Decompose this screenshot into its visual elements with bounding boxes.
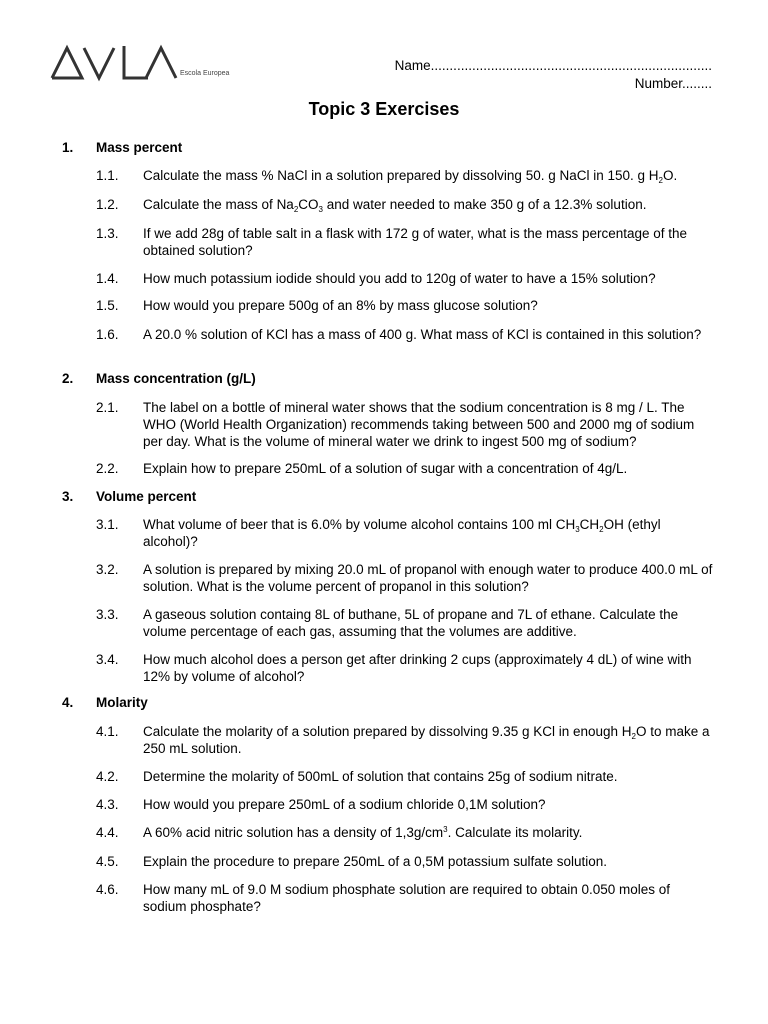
question-item bbox=[96, 399, 716, 450]
question-item bbox=[96, 796, 716, 813]
question-item bbox=[96, 723, 716, 757]
question-item bbox=[96, 196, 716, 213]
question-text: What volume of beer that is 6.0% by volume alcohol contains 100 ml $CH_3CH_2OH$ (ethyl alcohol)? bbox=[143, 517, 661, 549]
question-text: How many mL of 9.0 M sodium phosphate solution are required to obtain 0.050 moles of sodium phosphate? bbox=[143, 882, 671, 914]
question-text: A 60% acid nitric solution has a density of $1,3g/cm^3$. Calculate its molarity. bbox=[143, 825, 583, 840]
question-text: How would you prepare 250mL of a sodium chloride 0,1M solution? bbox=[143, 797, 546, 812]
question-item bbox=[96, 225, 716, 259]
question-text: Determine the molarity of 500mL of solution that contains 25g of sodium nitrate. bbox=[143, 769, 618, 784]
question-item bbox=[96, 516, 716, 550]
question-text: Explain how to prepare 250mL of a solution of sugar with a concentration of 4g/L. bbox=[143, 461, 628, 476]
question-number: 4.1. bbox=[96, 724, 119, 739]
question-item bbox=[96, 561, 716, 595]
question-number: 1.5. bbox=[96, 298, 119, 313]
question-number: 1.2. bbox=[96, 197, 119, 212]
name-field: Name........................................................................... bbox=[394, 58, 712, 73]
question-number: 3.1. bbox=[96, 517, 119, 532]
question-number: 3.4. bbox=[96, 652, 119, 667]
section-heading bbox=[62, 140, 182, 155]
question-item bbox=[96, 606, 716, 640]
question-item bbox=[96, 853, 716, 870]
question-number: 4.4. bbox=[96, 825, 119, 840]
question-number: 4.3. bbox=[96, 797, 119, 812]
question-number: 4.5. bbox=[96, 854, 119, 869]
section-title: Volume percent bbox=[96, 489, 197, 504]
page-title: Topic 3 Exercises bbox=[308, 99, 460, 119]
question-item bbox=[96, 270, 716, 287]
number-field: Number........ bbox=[634, 76, 712, 91]
question-number: 2.1. bbox=[96, 400, 119, 415]
section-number: 2. bbox=[62, 371, 74, 386]
question-text: Calculate the molarity of a solution prepared by dissolving 9.35 g KCl in enough $H_2O$ to make a 250 mL solution. bbox=[143, 724, 710, 756]
school-logo bbox=[50, 44, 250, 84]
question-item bbox=[96, 768, 716, 785]
question-text: The label on a bottle of mineral water shows that the sodium concentration is 8 mg / L. The WHO (World Health Organization) recommends taking between 500 and 2000 mg of sodium per day. What is the volume of mineral water we drink to ingest 500 mg of sodium? bbox=[143, 400, 695, 449]
question-number: 1.3. bbox=[96, 226, 119, 241]
question-item bbox=[96, 167, 716, 184]
question-number: 2.2. bbox=[96, 461, 119, 476]
question-item bbox=[96, 297, 716, 314]
question-text: How would you prepare 500g of an 8% by mass glucose solution? bbox=[143, 298, 538, 313]
question-number: 4.2. bbox=[96, 769, 119, 784]
section-heading bbox=[62, 695, 148, 710]
section-title: Mass concentration (g/L) bbox=[96, 371, 256, 386]
section-number: 3. bbox=[62, 489, 74, 504]
section-heading bbox=[62, 371, 256, 386]
question-text: A 20.0 % solution of KCl has a mass of 400 g. What mass of KCl is contained in this solution? bbox=[143, 327, 702, 342]
question-text: Calculate the mass % NaCl in a solution prepared by dissolving 50. g NaCl in 150. g $H_2O$. bbox=[143, 168, 678, 185]
section-title: Mass percent bbox=[96, 140, 183, 155]
question-number: 1.6. bbox=[96, 327, 119, 342]
logo-subtitle: Escola Europea bbox=[180, 70, 230, 77]
question-number: 3.3. bbox=[96, 607, 119, 622]
question-number: 1.4. bbox=[96, 271, 119, 286]
section-number: 1. bbox=[62, 140, 74, 155]
section-title: Molarity bbox=[96, 695, 148, 710]
question-text: Calculate the mass of $Na_2CO_3$ and water needed to make 350 g of a 12.3% solution. bbox=[143, 197, 647, 214]
question-text: How much alcohol does a person get after drinking 2 cups (approximately 4 dL) of wine with 12% by volume of alcohol? bbox=[143, 652, 692, 684]
question-number: 1.1. bbox=[96, 168, 119, 183]
question-number: 3.2. bbox=[96, 562, 119, 577]
question-text: Explain the procedure to prepare 250mL of a 0,5M potassium sulfate solution. bbox=[143, 854, 608, 869]
section-heading bbox=[62, 489, 196, 504]
question-item bbox=[96, 824, 716, 841]
question-text: If we add 28g of table salt in a flask with 172 g of water, what is the mass percentage of the obtained solution? bbox=[143, 226, 688, 258]
question-item bbox=[96, 651, 716, 685]
question-text: A solution is prepared by mixing 20.0 mL of propanol with enough water to produce 400.0 mL of solution. What is the volume percent of propanol in this solution? bbox=[143, 562, 713, 594]
question-text: A gaseous solution containg 8L of buthane, 5L of propane and 7L of ethane. Calculate the volume percentage of each gas, assuming that the volumes are additive. bbox=[143, 607, 679, 639]
question-number: 4.6. bbox=[96, 882, 119, 897]
question-text: How much potassium iodide should you add to 120g of water to have a 15% solution? bbox=[143, 271, 656, 286]
section-number: 4. bbox=[62, 695, 74, 710]
question-item bbox=[96, 326, 716, 343]
question-item bbox=[96, 881, 716, 915]
question-item bbox=[96, 460, 716, 477]
